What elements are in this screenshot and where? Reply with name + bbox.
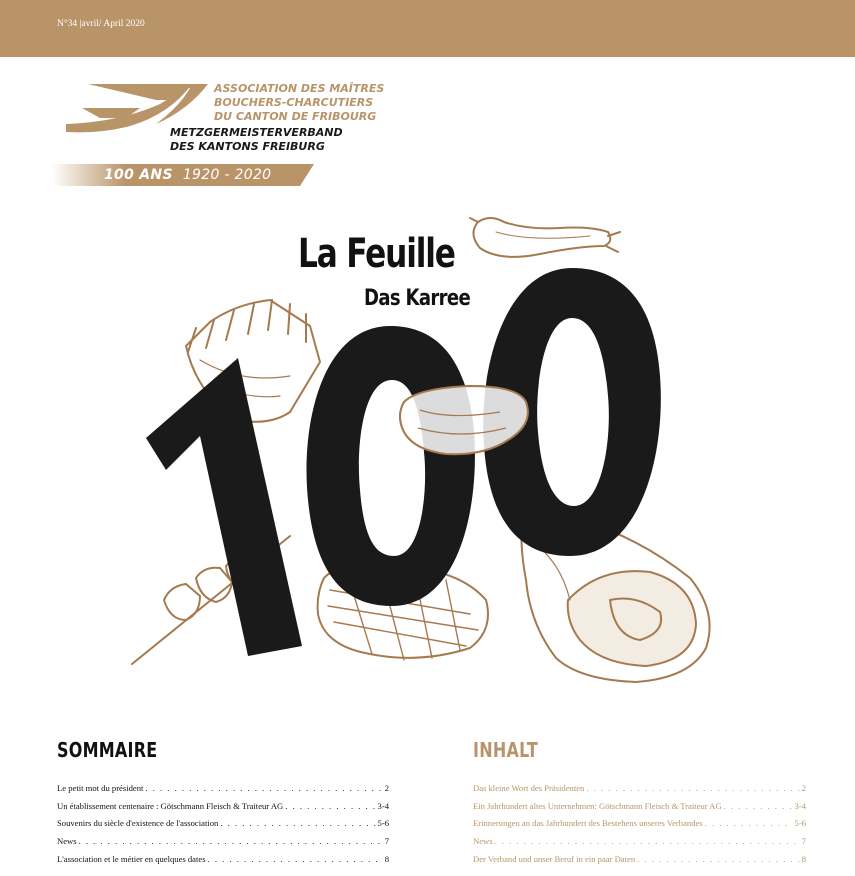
assoc-fr-line: ASSOCIATION DES MAÎTRES (214, 82, 385, 95)
toc-page: 7 (384, 836, 389, 847)
toc-entry[interactable] (473, 798, 806, 816)
toc-label: News (473, 836, 493, 847)
toc-leader (586, 780, 799, 798)
inhalt-list (473, 780, 806, 869)
toc-label: Le petit mot du président (57, 783, 144, 793)
toc-leader (705, 815, 793, 833)
magazine-subtitle: Das Karree (364, 286, 471, 311)
toc-entry[interactable] (473, 815, 806, 833)
toc-entry[interactable] (473, 780, 806, 798)
toc-leader (495, 833, 800, 851)
toc-leader (220, 815, 375, 833)
sommaire-list (57, 780, 389, 869)
toc-leader (208, 851, 383, 869)
toc-leader (285, 798, 375, 816)
toc-entry[interactable] (57, 851, 389, 869)
years-label: 100 ANS (104, 167, 173, 183)
toc-entry[interactable] (57, 780, 389, 798)
toc-entry[interactable] (473, 833, 806, 851)
inhalt-heading: INHALT (473, 738, 539, 762)
toc-leader (637, 851, 800, 869)
toc-page: 3-4 (794, 800, 806, 811)
toc-page: 2 (801, 783, 806, 793)
assoc-de-line: METZGERMEISTERVERBAND (170, 126, 343, 139)
toc-page: 5-6 (377, 818, 389, 829)
toc-entry[interactable] (57, 833, 389, 851)
toc-entry[interactable] (57, 815, 389, 833)
sausage-icon (470, 218, 620, 257)
toc-leader (145, 780, 382, 798)
toc-page: 8 (801, 853, 806, 864)
toc-page: 5-6 (794, 818, 806, 829)
toc-label: News (57, 836, 77, 847)
assoc-de-line: DES KANTONS FREIBURG (170, 140, 325, 153)
toc-page: 7 (801, 836, 806, 847)
assoc-fr-line: DU CANTON DE FRIBOURG (214, 110, 377, 123)
toc-page: 8 (384, 853, 389, 864)
sommaire-heading: SOMMAIRE (57, 738, 158, 762)
issue-label: N°34 |avril/ April 2020 (57, 19, 145, 29)
toc-label: L'association et le métier en quelques dates (57, 853, 206, 864)
years-range: 1920 - 2020 (182, 167, 272, 183)
toc-entry[interactable] (57, 798, 389, 816)
toc-label: Ein Jahrhundert altes Unternehmen: Götschmann Fleisch & Traiteur AG (473, 800, 722, 811)
toc-label: Erinnerungen an das Jahrhundert des Bestehens unseres Verbandes (473, 818, 703, 829)
toc-page: 2 (384, 783, 389, 793)
toc-label: Das kleine Wort des Präsidenten (473, 783, 585, 793)
toc-leader (79, 833, 383, 851)
assoc-fr-line: BOUCHERS-CHARCUTIERS (214, 96, 374, 109)
toc-label: Der Verband und unser Beruf in ein paar Daten (473, 853, 636, 864)
toc-leader (724, 798, 793, 816)
toc-label: Un établissement centenaire : Götschmann Fleisch & Traiteur AG (57, 800, 284, 811)
toc-entry[interactable] (473, 851, 806, 869)
toc-page: 3-4 (377, 800, 389, 811)
toc-label: Souvenirs du siècle d'existence de l'association (57, 818, 219, 829)
magazine-title: La Feuille (298, 231, 455, 277)
